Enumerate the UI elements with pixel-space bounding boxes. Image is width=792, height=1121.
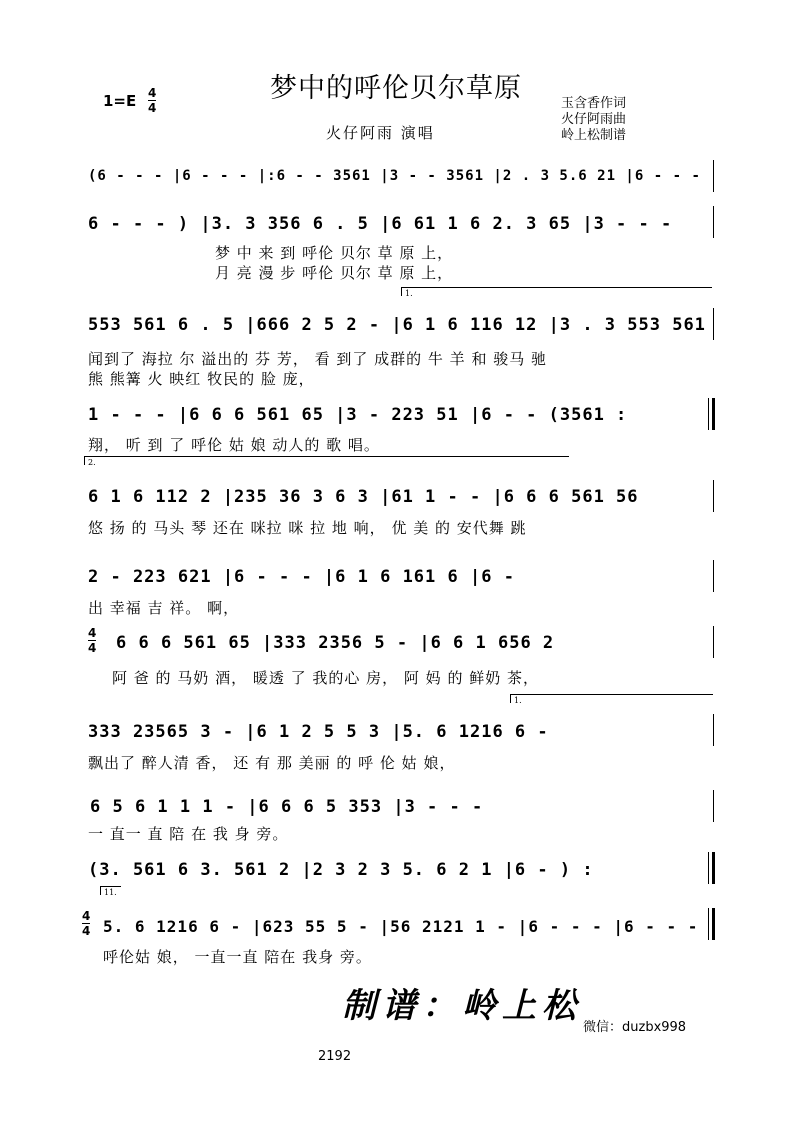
lyric-line: 阿 爸 的 马奶 酒， 暖透 了 我的心 房， 阿 妈 的 鲜奶 茶， <box>112 669 539 687</box>
barline <box>708 398 709 430</box>
notation-row: 6 5 6 1 1 1 - |6 6 6 5 353 |3 - - - <box>90 797 484 817</box>
lyric-line: 出 幸福 吉 祥。 啊， <box>88 599 240 617</box>
lyric-line: 飘出了 醉人清 香， 还 有 那 美丽 的 呼 伦 姑 娘， <box>88 754 456 772</box>
volta-bracket <box>401 287 712 296</box>
notation-row: 2 - 223 621 |6 - - - |6 1 6 161 6 |6 - <box>88 567 515 587</box>
lyric-line: 悠 扬 的 马头 琴 还在 咪拉 咪 拉 地 响， 优 美 的 安代舞 跳 <box>88 519 527 537</box>
notation-row: 553 561 6 . 5 |666 2 5 2 - |6 1 6 116 12 |3 . 3 553 561 <box>88 315 706 335</box>
barline <box>713 160 714 192</box>
repeat-end-barline <box>712 852 715 884</box>
final-barline <box>712 908 715 940</box>
volta-label: 2. <box>88 458 96 467</box>
composer-credit: 火仔阿雨曲 <box>561 112 627 127</box>
lyric-line: 一 直一 直 陪 在 我 身 旁。 <box>88 825 289 843</box>
volta-bracket <box>510 694 713 703</box>
time-signature <box>148 87 156 114</box>
wechat-contact: 微信：duzbx998 <box>583 1020 687 1035</box>
barline <box>708 852 709 884</box>
volta-label: 11. <box>104 888 117 897</box>
credits-block <box>561 96 626 144</box>
time-sig-numerator: 4 <box>82 909 91 923</box>
time-signature-change <box>82 910 90 937</box>
notation-row: 6 - - - ) |3. 3 356 6 . 5 |6 61 1 6 2. 3 65 |3 - - - <box>88 214 673 234</box>
song-title: 梦中的呼伦贝尔草原 <box>270 73 522 104</box>
lyric-line: 熊 熊篝 火 映红 牧民的 脸 庞， <box>88 370 315 388</box>
time-sig-denominator: 4 <box>148 101 157 115</box>
notation-row: 333 23565 3 - |6 1 2 5 5 3 |5. 6 1216 6 - <box>88 722 549 742</box>
barline <box>713 206 714 238</box>
key-label: 1=E <box>103 92 137 110</box>
arranger-credit: 岭上松制谱 <box>561 128 627 143</box>
barline <box>713 626 714 658</box>
volta-label: 1. <box>514 696 522 705</box>
notation-row: 5. 6 1216 6 - |623 55 5 - |56 2121 1 - |6 - - - |6 - - - <box>103 917 699 936</box>
time-sig-denominator: 4 <box>88 641 97 655</box>
lyric-line: 闻到了 海拉 尔 溢出的 芬 芳， 看 到了 成群的 牛 羊 和 骏马 驰 <box>88 350 547 368</box>
barline <box>708 908 709 940</box>
lyric-line: 呼伦姑 娘， 一直一直 陪在 我身 旁。 <box>103 948 372 966</box>
page-number: 2192 <box>318 1049 352 1064</box>
lyric-line: 月 亮 漫 步 呼伦 贝尔 草 原 上， <box>215 264 454 282</box>
time-sig-numerator: 4 <box>148 86 157 100</box>
lyric-line: 梦 中 来 到 呼伦 贝尔 草 原 上， <box>215 244 454 262</box>
barline <box>713 790 714 822</box>
barline <box>713 308 714 340</box>
arranger-signature: 制谱：岭上松 <box>342 986 582 1026</box>
volta-label: 1. <box>405 289 413 298</box>
lyric-line: 翔， 听 到 了 呼伦 姑 娘 动人的 歌 唱。 <box>88 436 380 454</box>
barline <box>713 560 714 592</box>
singer-line: 火仔阿雨 演唱 <box>326 124 435 142</box>
lyricist-credit: 玉含香作词 <box>561 96 627 111</box>
barline <box>713 480 714 512</box>
key-signature <box>103 92 136 110</box>
repeat-end-barline <box>712 398 715 430</box>
volta-bracket <box>100 886 121 895</box>
notation-row: 6 1 6 112 2 |235 36 3 6 3 |61 1 - - |6 6 6 561 56 <box>88 487 639 507</box>
time-sig-denominator: 4 <box>82 924 91 938</box>
notation-row: (6 - - - |6 - - - |:6 - - 3561 |3 - - 3561 |2 . 3 5.6 21 |6 - - - <box>88 168 701 184</box>
volta-bracket <box>84 456 569 465</box>
notation-row: (3. 561 6 3. 561 2 |2 3 2 3 5. 6 2 1 |6 - ) : <box>88 860 594 880</box>
time-signature-change <box>88 627 96 654</box>
notation-row: 1 - - - |6 6 6 561 65 |3 - 223 51 |6 - - (3561 : <box>88 405 628 425</box>
notation-row: 6 6 6 561 65 |333 2356 5 - |6 6 1 656 2 <box>116 633 555 653</box>
barline <box>713 714 714 746</box>
time-sig-numerator: 4 <box>88 626 97 640</box>
